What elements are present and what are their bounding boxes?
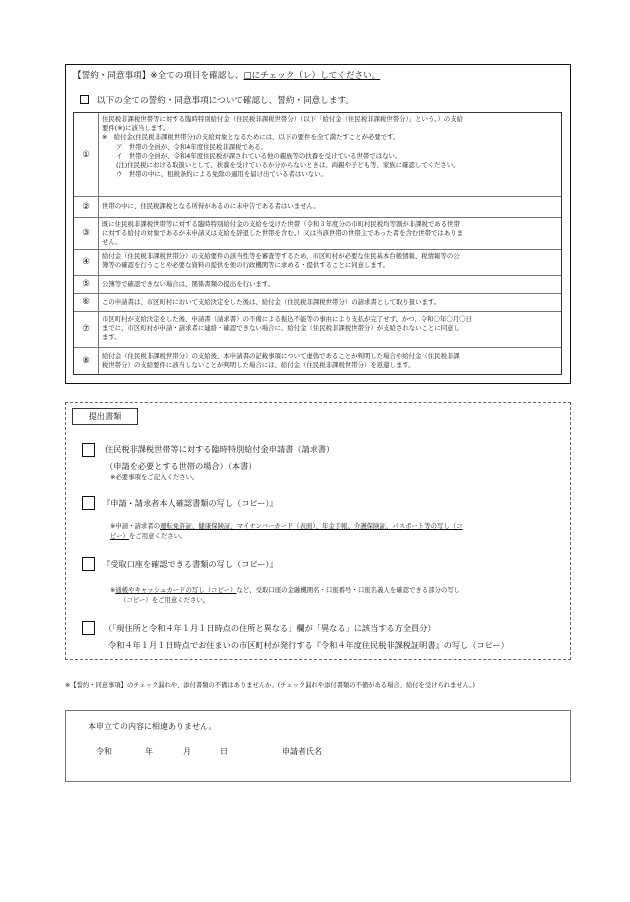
item-line: ます。 bbox=[102, 333, 121, 342]
item-line: 簿等の確認を行うことや必要な資料の提供を他の行政機関等に求める・提供することに同意します。 bbox=[102, 261, 390, 270]
doc4-checkbox[interactable] bbox=[82, 621, 95, 635]
item-line: 給付金（住民税非課税世帯分）の支給要件の該当性等を審査等するため、市区町村が必要な住民基本台帳情報、税情報等の公 bbox=[102, 252, 460, 260]
item-line: 市区町村が支給決定をした後、申請書（請求書）の不備による振込不能等の事由により支払が完了せず、かつ、令和〇年〇月〇日 bbox=[102, 315, 472, 323]
doc2-title: 『申請・請求者本人確認書類の写し（コピー）』 bbox=[102, 498, 278, 508]
item-number: ② bbox=[82, 202, 90, 212]
agreement-item bbox=[74, 196, 561, 217]
doc2-note-list-cont: ピー） bbox=[110, 531, 129, 540]
agreement-heading-label: 【誓約・同意事項】 bbox=[73, 71, 151, 81]
doc1-subtitle: （申請を必要とする世帯の場合）（本書） bbox=[105, 461, 257, 471]
date-era: 令和 bbox=[96, 747, 112, 756]
item-line: ウ 世帯の中に、租税条約による免除の適用を届け出ている者はいない。 bbox=[116, 170, 327, 179]
item-line: 住民税非課税世帯等に対する臨時特別給付金（住民税非課税世帯分）（以下「給付金（住民税非課税世帯分）」という。）の支給 bbox=[102, 115, 464, 123]
doc2-note-list: 運転免許証、健康保険証、マイナンバーカード（表面）、年金手帳、介護保険証、パスポート等の写し（コ bbox=[160, 522, 463, 530]
item-line: せん。 bbox=[102, 238, 122, 247]
item-line: までに、市区町村が申請・請求者に連絡・確認できない場合に、給付金（住民税非課税世帯分）が支給されないことに同意し bbox=[102, 324, 460, 333]
item-number: ⑧ bbox=[82, 356, 90, 366]
agreement-item bbox=[74, 113, 561, 196]
item-number: ⑦ bbox=[82, 324, 90, 334]
doc3-title: 『受取口座を確認できる書類の写し（コピー）』 bbox=[102, 559, 278, 569]
date-day: 日 bbox=[220, 747, 228, 756]
item-line: 要件(※)に該当します。 bbox=[102, 124, 170, 133]
agreement-item bbox=[74, 311, 561, 347]
doc1-note: ※必要事項をご記入ください。 bbox=[110, 473, 199, 481]
item-line: 世帯の中に、住民税課税となる所得があるのに未申告である者はいません。 bbox=[102, 202, 320, 210]
doc2-checkbox[interactable] bbox=[82, 496, 95, 510]
signature-statement: 本申立ての内容に相違ありません。 bbox=[88, 722, 217, 731]
doc3-note-list: 通帳やキャッシュカードの写し（コピー） bbox=[115, 586, 237, 594]
agreement-items-table bbox=[73, 112, 562, 375]
agree-all-checkbox[interactable] bbox=[80, 95, 89, 104]
documents-title: 提出書類 bbox=[72, 408, 138, 425]
item-line: イ 世帯の全員が、令和4年度住民税が課されている他の親族等の扶養を受けている世帯ではない。 bbox=[116, 151, 402, 160]
date-year: 年 bbox=[145, 747, 153, 756]
item-number: ③ bbox=[82, 228, 90, 238]
date-month: 月 bbox=[183, 747, 191, 756]
doc2-note-suffix: をご用意ください。 bbox=[128, 531, 187, 540]
doc3-note-prefix: ※ bbox=[110, 586, 116, 594]
agreement-heading-instruction-underlined: □にチェック（レ）してください。 bbox=[243, 71, 381, 81]
doc1-title: 住民税非課税世帯等に対する臨時特別給付金申請書（請求書） bbox=[105, 444, 335, 454]
doc1-checkbox[interactable] bbox=[82, 443, 95, 457]
doc3-note bbox=[110, 586, 460, 605]
agreement-heading bbox=[73, 69, 380, 81]
agree-all-label: 以下の全ての誓約・同意事項について確認し、誓約・同意します。 bbox=[97, 96, 354, 106]
item-number: ⑤ bbox=[82, 279, 90, 289]
doc2-note-prefix: ※申請・請求者の bbox=[110, 522, 161, 530]
item-line: 税世帯分）の支給要件に該当しないことが判明した場合には、給付金（住民税非課税世帯分）を返還します。 bbox=[102, 361, 415, 370]
item-number: ④ bbox=[82, 257, 90, 267]
footnote: ※【誓約・同意事項】のチェック漏れや、添付書類の不備はありませんか。(チェック漏れや添付書類の不備がある場合、給付を受けられません。) bbox=[65, 682, 475, 689]
agreement-item bbox=[74, 217, 561, 249]
item-line: 給付金（住民税非課税世帯分）の支給後、本申請書の記載事項について虚偽であることが判明した場合や給付金（住民税非課 bbox=[102, 352, 460, 360]
doc3-note-suffix: （コピー）をご用意ください。 bbox=[120, 595, 210, 604]
item-number: ① bbox=[82, 150, 90, 160]
item-line: 既に住民税非課税世帯等に対する臨時特別給付金の支給を受けた世帯（令和３年度分の市町村民税均等割が非課税である世帯 bbox=[102, 220, 460, 228]
agreement-heading-instruction: ※全ての項目を確認し、 bbox=[150, 71, 244, 81]
agreement-item bbox=[74, 275, 561, 293]
item-line: ア 世帯の全員が、令和4年度住民税非課税である。 bbox=[116, 142, 268, 151]
item-line: ※ 給付金(住民税非課税世帯分)の支給対象となるためには、以下の要件を全て満たすことが必要です。 bbox=[102, 133, 400, 142]
agreement-item bbox=[74, 347, 561, 374]
item-line: (注)住民税における取扱いとして、扶養を受けているか分からないときは、両親や子ども等、家族に確認してください。 bbox=[116, 161, 460, 170]
item-line: この申請書は、市区町村において支給決定をした後は、給付金（住民税非課税世帯分）の請求書として取り扱います。 bbox=[102, 298, 441, 306]
item-number: ⑥ bbox=[82, 297, 90, 307]
item-line: に対する給付の対象であるが未申請又は支給を辞退した世帯を含む。）又は当該世帯の世帯主であった者を含む世帯ではありま bbox=[102, 229, 463, 238]
doc3-note-body: など、受取口座の金融機関名・口座番号・口座名義人を確認できる部分の写し bbox=[236, 586, 461, 594]
agreement-item bbox=[74, 249, 561, 275]
item-line: 公簿等で確認できない場合は、関係書類の提出を行います。 bbox=[102, 280, 275, 288]
agreement-item bbox=[74, 293, 561, 311]
agree-all-row bbox=[80, 94, 354, 106]
doc3-checkbox[interactable] bbox=[82, 557, 95, 571]
doc4-subtitle: 令和４年１月１日時点でお住まいの市区町村が発行する『令和４年度住民税非課税証明書』の写し（コピー） bbox=[108, 640, 509, 650]
doc4-title: （「現住所と令和４年１月１日時点の住所と異なる」欄が「異なる」に該当する方全員分） bbox=[104, 623, 436, 633]
doc2-note bbox=[110, 522, 463, 541]
applicant-name-label: 申請者氏名 bbox=[282, 747, 322, 756]
